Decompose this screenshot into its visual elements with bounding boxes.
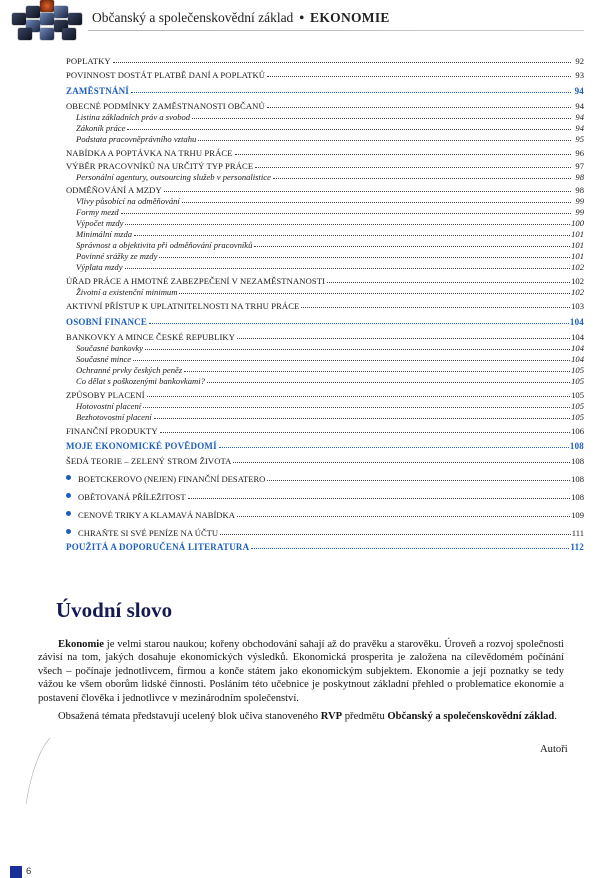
- toc-entry-label: VÝBĚR PRACOVNÍKŮ NA URČITÝ TYP PRÁCE: [66, 161, 254, 171]
- toc-page-number: 105: [571, 376, 584, 386]
- page-number: 6: [26, 866, 32, 877]
- toc-leader-dots: [131, 86, 571, 93]
- toc-entry-label: ZAMĚSTNÁNÍ: [66, 86, 130, 96]
- intro-text: je velmi starou naukou; kořeny obchodování sahají až do pravěku a starověku. Úroveň a rozvoj společnosti závisí na tom, jakých dosahuje ekonomických výsledků. Ekonomická prosperita je založena na cílevědomém počínání všech – počínaje jednotlivcem, firmou a konče státem jako ekonomickým subjektem. Ekonomie a její poznatky se tedy vážou ke všem oborům lidské činnosti. Posláním této učebnice je poskytnout základní přehled o problematice ekonomie a postavení člověka i jednotlivce v mezinárodním společenství.: [38, 639, 564, 704]
- toc-subentry[interactable]: [66, 229, 584, 239]
- toc-page-number: 111: [571, 528, 584, 538]
- toc-leader-dots: [149, 317, 569, 324]
- subject-title: EKONOMIE: [310, 10, 390, 25]
- toc-entry[interactable]: [66, 332, 584, 342]
- toc-page-number: 105: [571, 401, 584, 411]
- toc-entry-label: Vlivy působící na odměňování: [76, 196, 180, 206]
- toc-entry-label: POUŽITÁ A DOPORUČENÁ LITERATURA: [66, 542, 250, 552]
- toc-subentry[interactable]: [66, 365, 584, 375]
- toc-entry-label: MOJE EKONOMICKÉ POVĚDOMÍ: [66, 441, 217, 451]
- toc-page-number: 104: [571, 332, 584, 342]
- toc-leader-dots: [327, 276, 570, 283]
- toc-entry[interactable]: [66, 510, 584, 520]
- toc-entry-label: Personální agentury, outsourcing služeb v personalistice: [76, 172, 271, 182]
- toc-leader-dots: [160, 426, 570, 433]
- toc-entry[interactable]: [66, 161, 584, 171]
- toc-entry[interactable]: [66, 528, 584, 538]
- toc-page-number: 112: [570, 542, 584, 552]
- rvp-keyword: RVP: [320, 711, 343, 723]
- toc-entry-label: BOETCKEROVO (NEJEN) FINANČNÍ DESATERO: [66, 474, 266, 484]
- toc-entry-label: Bezhotovostní placení: [76, 412, 152, 422]
- toc-leader-dots: [184, 365, 570, 372]
- toc-entry-label: AKTIVNÍ PŘÍSTUP K UPLATNITELNOSTI NA TRHU PRÁCE: [66, 301, 300, 311]
- toc-entry[interactable]: [66, 276, 584, 286]
- toc-page-number: 93: [575, 70, 584, 80]
- toc-leader-dots: [267, 101, 571, 108]
- toc-leader-dots: [233, 456, 570, 463]
- toc-page-number: 98: [575, 185, 584, 195]
- toc-leader-dots: [125, 218, 570, 225]
- toc-leader-dots: [133, 354, 570, 361]
- toc-leader-dots: [145, 343, 570, 350]
- toc-entry[interactable]: [66, 390, 584, 400]
- toc-entry-label: ŠEDÁ TEORIE – ZELENÝ STROM ŽIVOTA: [66, 456, 232, 466]
- intro-keyword: Ekonomie: [58, 639, 104, 650]
- toc-page-number: 108: [571, 492, 584, 502]
- toc-entry-label: POVINNOST DOSTÁT PLATBĚ DANÍ A POPLATKŮ: [66, 70, 266, 80]
- toc-section-entry[interactable]: [66, 317, 584, 327]
- toc-page-number: 100: [571, 218, 584, 228]
- toc-entry-label: OSOBNÍ FINANCE: [66, 317, 148, 327]
- toc-section-entry[interactable]: [66, 441, 584, 451]
- intro-text: .: [554, 711, 557, 723]
- toc-entry-label: ODMĚŇOVÁNÍ A MZDY: [66, 185, 162, 195]
- toc-leader-dots: [192, 112, 571, 119]
- toc-entry-label: Formy mezd: [76, 207, 119, 217]
- toc-subentry[interactable]: [66, 240, 584, 250]
- toc-page-number: 102: [571, 287, 584, 297]
- toc-subentry[interactable]: [66, 287, 584, 297]
- toc-leader-dots: [198, 134, 571, 141]
- toc-entry-label: Životní a existenční minimum: [76, 287, 178, 297]
- toc-page-number: 108: [571, 456, 584, 466]
- toc-page-number: 99: [575, 196, 584, 206]
- toc-page-number: 109: [571, 510, 584, 520]
- toc-subentry[interactable]: [66, 343, 584, 353]
- toc-leader-dots: [154, 412, 570, 419]
- toc-leader-dots: [164, 185, 571, 192]
- toc-page-number: 101: [571, 240, 584, 250]
- toc-entry-label: Hotovostní placení: [76, 401, 142, 411]
- toc-entry[interactable]: [66, 301, 584, 311]
- toc-section-entry[interactable]: [66, 542, 584, 552]
- toc-page-number: 103: [571, 301, 584, 311]
- toc-entry-label: Současné bankovky: [76, 343, 144, 353]
- toc-subentry[interactable]: [66, 354, 584, 364]
- toc-leader-dots: [235, 148, 571, 155]
- toc-entry-label: Zákoník práce: [76, 123, 126, 133]
- toc-entry-label: ÚŘAD PRÁCE A HMOTNÉ ZABEZPEČENÍ V NEZAMĚSTNANOSTI: [66, 276, 326, 286]
- toc-page-number: 106: [571, 426, 584, 436]
- toc-leader-dots: [143, 401, 570, 408]
- intro-text: předmětu: [342, 711, 388, 723]
- toc-leader-dots: [255, 161, 571, 168]
- intro-text: Obsažená témata představují ucelený blok učiva stanoveného: [58, 711, 321, 723]
- toc-entry-label: Ochranné prvky českých peněz: [76, 365, 183, 375]
- toc-leader-dots: [113, 56, 571, 63]
- toc-entry-label: POPLATKY: [66, 56, 111, 66]
- toc-entry-label: Výplata mzdy: [76, 262, 123, 272]
- toc-leader-dots: [188, 492, 570, 499]
- intro-title: Úvodní slovo: [56, 598, 173, 622]
- toc-entry-label: FINANČNÍ PRODUKTY: [66, 426, 158, 436]
- toc-subentry[interactable]: [66, 172, 584, 182]
- toc-page-number: 102: [571, 276, 584, 286]
- toc-leader-dots: [237, 510, 570, 517]
- toc-subentry[interactable]: [66, 112, 584, 122]
- intro-paragraph-2: [38, 710, 564, 723]
- header-rule: [88, 30, 204, 31]
- toc-page-number: 94: [574, 86, 584, 96]
- toc-entry-label: OBECNÉ PODMÍNKY ZAMĚSTNANOSTI OBČANŮ: [66, 101, 265, 111]
- toc-leader-dots: [147, 390, 570, 397]
- toc-entry-label: BANKOVKY A MINCE ČESKÉ REPUBLIKY: [66, 332, 236, 342]
- toc-subentry[interactable]: [66, 401, 584, 411]
- toc-leader-dots: [301, 301, 570, 308]
- toc-leader-dots: [207, 376, 570, 383]
- toc-subentry[interactable]: [66, 196, 584, 206]
- toc-subentry[interactable]: [66, 251, 584, 261]
- toc-page-number: 108: [569, 441, 584, 451]
- toc-entry-label: Co dělat s poškozenými bankovkami?: [76, 376, 205, 386]
- pencil-mark-decoration: [22, 736, 52, 806]
- toc-page-number: 105: [571, 365, 584, 375]
- series-title: Občanský a společenskovědní základ: [92, 10, 294, 25]
- toc-leader-dots: [254, 240, 570, 247]
- toc-entry-label: CHRAŇTE SI SVÉ PENÍZE NA ÚČTU: [66, 528, 219, 538]
- toc-leader-dots: [251, 542, 569, 549]
- page-header: [0, 0, 600, 40]
- toc-page-number: 105: [571, 390, 584, 400]
- toc-page-number: 104: [569, 317, 584, 327]
- subject-keyword: Občanský a společenskovědní základ: [387, 711, 555, 723]
- toc-leader-dots: [127, 123, 571, 130]
- toc-entry-label: Minimální mzda: [76, 229, 133, 239]
- toc-entry-label: OBĚTOVANÁ PŘÍLEŽITOST: [66, 492, 187, 502]
- toc-page-number: 94: [575, 123, 584, 133]
- signature: Autoři: [540, 744, 568, 755]
- toc-leader-dots: [237, 332, 570, 339]
- toc-entry[interactable]: [66, 101, 584, 111]
- toc-leader-dots: [134, 229, 570, 236]
- toc-page-number: 108: [571, 474, 584, 484]
- toc-leader-dots: [220, 528, 571, 535]
- toc-leader-dots: [267, 474, 570, 481]
- toc-page-number: 94: [575, 101, 584, 111]
- toc-entry[interactable]: [66, 474, 584, 484]
- toc-subentry[interactable]: [66, 207, 584, 217]
- toc-leader-dots: [182, 196, 571, 203]
- toc-entry[interactable]: [66, 185, 584, 195]
- toc-entry-label: CENOVÉ TRIKY A KLAMAVÁ NABÍDKA: [66, 510, 236, 520]
- toc-entry-label: Správnost a objektivita při odměňování pracovníků: [76, 240, 253, 250]
- toc-leader-dots: [219, 441, 569, 448]
- toc-leader-dots: [121, 207, 571, 214]
- toc-subentry[interactable]: [66, 376, 584, 386]
- toc-leader-dots: [267, 70, 571, 77]
- running-header-title: [92, 10, 390, 26]
- toc-entry-label: Povinné srážky ze mzdy: [76, 251, 158, 261]
- toc-page-number: 98: [575, 172, 584, 182]
- toc-page-number: 104: [571, 354, 584, 364]
- cubes-logo-icon: [8, 0, 86, 44]
- toc-leader-dots: [125, 262, 571, 269]
- toc-entry-label: Současné mince: [76, 354, 132, 364]
- toc-page-number: 94: [575, 112, 584, 122]
- toc-subentry[interactable]: [66, 218, 584, 228]
- toc-page-number: 101: [571, 251, 584, 261]
- header-bullet: •: [299, 10, 305, 25]
- toc-page-number: 102: [571, 262, 584, 272]
- toc-entry[interactable]: [66, 56, 584, 66]
- toc-entry[interactable]: [66, 456, 584, 466]
- toc-entry-label: Listina základních práv a svobod: [76, 112, 191, 122]
- header-rule-extended: [204, 30, 584, 31]
- toc-entry-label: NABÍDKA A POPTÁVKA NA TRHU PRÁCE: [66, 148, 233, 158]
- toc-subentry[interactable]: [66, 262, 584, 272]
- toc-entry[interactable]: [66, 70, 584, 80]
- toc-leader-dots: [273, 172, 571, 179]
- toc-entry[interactable]: [66, 426, 584, 436]
- toc-section-entry[interactable]: [66, 86, 584, 96]
- toc-leader-dots: [159, 251, 570, 258]
- toc-page-number: 105: [571, 412, 584, 422]
- toc-page-number: 101: [571, 229, 584, 239]
- intro-body: [38, 638, 564, 728]
- toc-subentry[interactable]: [66, 134, 584, 144]
- toc-subentry[interactable]: [66, 123, 584, 133]
- toc-page-number: 92: [575, 56, 584, 66]
- toc-page-number: 95: [575, 134, 584, 144]
- toc-page-number: 96: [575, 148, 584, 158]
- toc-page-number: 104: [571, 343, 584, 353]
- page-marker-square: [10, 866, 22, 878]
- toc-page-number: 97: [575, 161, 584, 171]
- intro-paragraph-1: [38, 638, 564, 705]
- toc-page-number: 99: [575, 207, 584, 217]
- toc-entry[interactable]: [66, 492, 584, 502]
- toc-leader-dots: [179, 287, 570, 294]
- toc-subentry[interactable]: [66, 412, 584, 422]
- toc-entry-label: Výpočet mzdy: [76, 218, 124, 228]
- toc-entry-label: ZPŮSOBY PLACENÍ: [66, 390, 145, 400]
- toc-entry[interactable]: [66, 148, 584, 158]
- toc-entry-label: Podstata pracovněprávního vztahu: [76, 134, 197, 144]
